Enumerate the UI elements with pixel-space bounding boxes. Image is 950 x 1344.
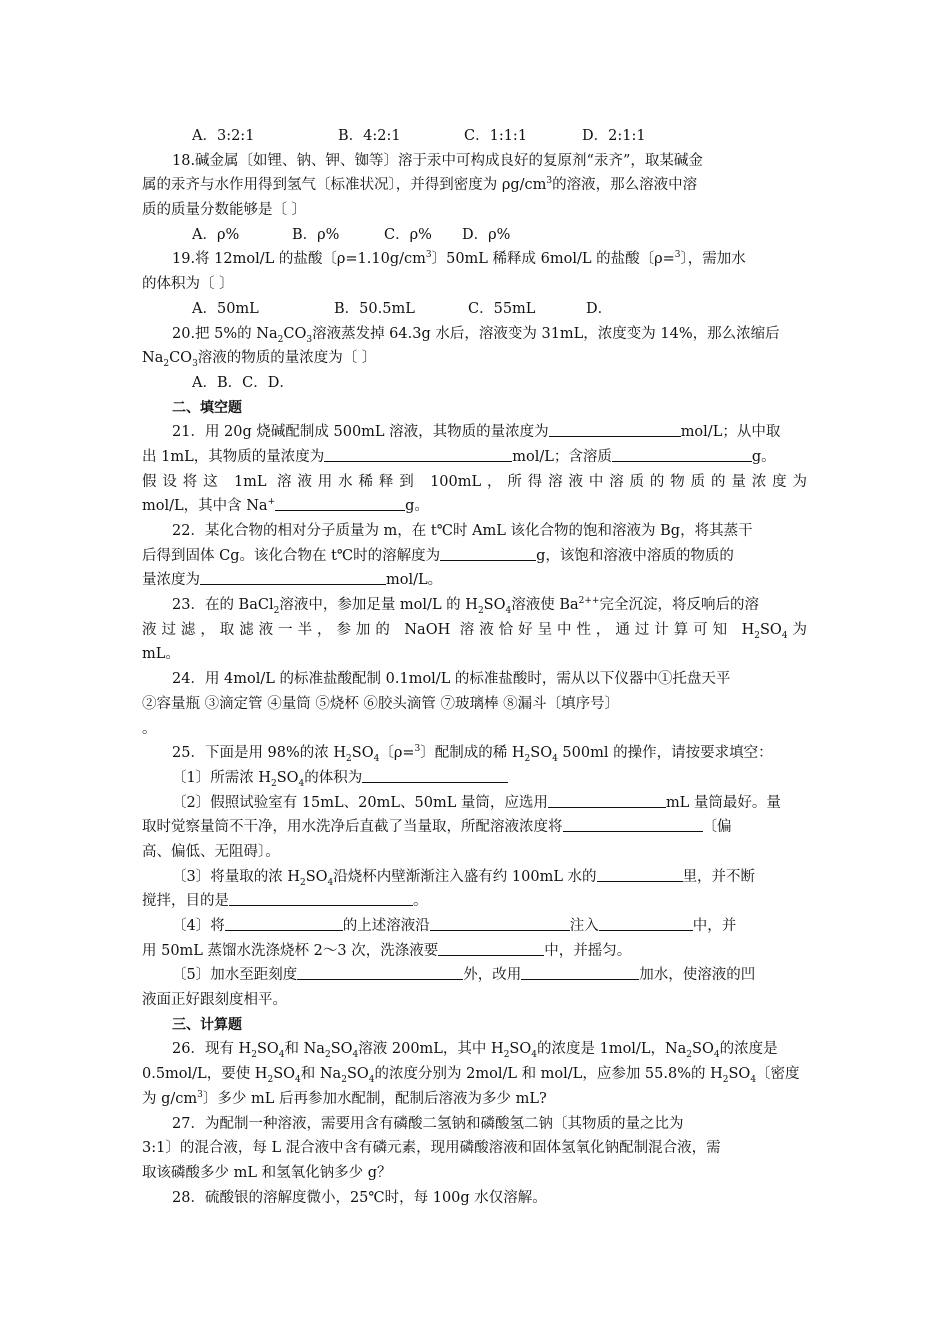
q20-line-1: 20.把 5%的 $Na_2CO_3$溶液蒸发掉 64.3g 水后，溶液变为 31mL，浓度变为 14%，那么浓缩后: [172, 325, 780, 345]
q19-line-2: 的体积为〔 〕: [142, 276, 234, 293]
q22-line-2: 后得到固体 Cg。该化合物在 t℃时的溶解度为 g，该饱和溶液中溶质的物质的: [142, 544, 807, 569]
section-heading-calculation: 三、计算题: [172, 1016, 242, 1033]
q26-line-2: 0.5mol/L，要使 $H_2SO_4$和 $Na_2SO_4$的浓度分别为 2mol/L 和 mol/L，应参加 55.8%的 $H_2SO_4$〔密度: [142, 1066, 800, 1086]
q27-line-2: 3:1〕的混合液，每 L 混合液中含有磷元素，现用磷酸溶液和固体氢氧化钠配制混合液，需: [142, 1140, 721, 1157]
q25-blank-2[interactable]: [548, 792, 666, 808]
q18-option-d: D．ρ%: [462, 226, 511, 243]
q21-blank-3[interactable]: [612, 446, 752, 462]
q21-blank-1[interactable]: [549, 421, 681, 437]
q22-blank-2[interactable]: [200, 569, 386, 585]
q25-step-4-line-1: 〔4〕将 的上述溶液沿 注入 中，并: [142, 914, 807, 939]
q26-line-3: 为 $g/cm^3$〕多少 mL 后再参加水配制，配制后溶液为多少 mL?: [142, 1089, 547, 1107]
section-heading-fill-in: 二、填空题: [172, 399, 242, 416]
q25-step-5-line-2: 液面正好跟刻度相平。: [142, 992, 287, 1009]
q25-step-2-line-2: 取时觉察量筒不干净，用水洗净后直截了当量取，所配溶液浓度将 〔偏: [142, 815, 807, 840]
q25-step-2-line-1: 〔2〕假照试验室有 15mL、20mL、50mL 量筒，应选用 mL 量筒最好。量: [142, 791, 807, 816]
q22-line-1: 22．某化合物的相对分子质量为 m，在 t℃时 AmL 该化合物的饱和溶液为 Bg，将其蒸干: [172, 523, 753, 539]
q18-option-c: C．ρ%: [384, 226, 432, 243]
q25-blank-6[interactable]: [225, 915, 343, 931]
q23-line-3: mL。: [142, 646, 180, 663]
q28-line-1: 28．硫酸银的溶解度微小，25℃时，每 100g 水仅溶解。: [172, 1189, 547, 1206]
q26-line-1: 26．现有 $H_2SO_4$和 $Na_2SO_4$溶液 200mL，其中 $H_2SO_4$的浓度是 1mol/L，$Na_2SO_4$的浓度是: [172, 1041, 778, 1061]
q18-line-2: 属的汞齐与水作用得到氢气〔标准状况〕，并得到密度为 $\rho g/cm^3$的溶液，那么溶液中溶: [142, 176, 698, 194]
q18-line-3: 质的质量分数能够是〔 〕: [142, 202, 307, 219]
q20-line-2: $Na_2CO_3$溶液的物质的量浓度为〔 〕: [142, 350, 377, 370]
q25-blank-10[interactable]: [297, 964, 463, 980]
q17-option-d: D．2:1:1: [582, 128, 646, 144]
q25-blank-11[interactable]: [521, 964, 639, 980]
q27-line-1: 27．为配制一种溶液，需要用含有磷酸二氢钠和磷酸氢二钠〔其物质的量之比为: [172, 1115, 684, 1132]
q25-step-2-line-3: 高、偏低、无阻碍〕。: [142, 843, 280, 860]
q19-options: [142, 297, 807, 322]
q18-option-a: A．ρ%: [192, 226, 240, 243]
q18-line-1: 18.碱金属〔如锂、钠、钾、铷等〕溶于汞中可构成良好的复原剂“汞齐”，取某碱金: [172, 152, 703, 169]
q21-line-3: 假设将这 1mL 溶液用水稀释到 100mL，所得溶液中溶质的物质的量浓度为: [142, 473, 807, 490]
q25-step-1: 〔1〕所需浓 $H_2SO_4$的体积为: [142, 766, 807, 791]
q25-step-4-line-2: 用 50mL 蒸馏水洗涤烧杯 2～3 次，洗涤液要 中，并摇匀。: [142, 939, 807, 964]
q24-line-2: ②容量瓶 ③滴定管 ④量筒 ⑤烧杯 ⑥胶头滴管 ⑦玻璃棒 ⑧漏斗〔填序号〕: [142, 695, 620, 712]
q17-options: [142, 124, 807, 149]
q23-line-2: 液过滤，取滤液一半，参加的 NaOH 溶液恰好呈中性，通过计算可知 $H_2SO_4$为: [142, 621, 807, 641]
q25-blank-9[interactable]: [438, 940, 544, 956]
q27-line-3: 取该磷酸多少 mL 和氢氧化钠多少 g？: [142, 1164, 392, 1181]
q24-line-3: 。: [142, 720, 157, 737]
q21-blank-2[interactable]: [324, 446, 512, 462]
q25-step-5-line-1: 〔5〕加水至距刻度 外，改用 加水，使溶液的凹: [142, 963, 807, 988]
q19-option-d: D．: [586, 300, 613, 317]
q19-option-c: C．55mL: [468, 300, 536, 317]
q25-step-3-line-2: 搅拌，目的是 。: [142, 889, 807, 914]
q18-options: [142, 223, 807, 248]
q25-blank-5[interactable]: [229, 890, 413, 906]
q19-option-a: A．50mL: [192, 300, 259, 317]
q25-blank-8[interactable]: [599, 915, 693, 931]
q25-line-0: 25．下面是用 98%的浓 $H_2SO_4$〔ρ=$^3$〕配制成的稀 $H_2SO_4$ 500ml 的操作，请按要求填空：: [172, 744, 773, 765]
q21-line-1: 21．用 20g 烧碱配制成 500mL 溶液，其物质的量浓度为 mol/L；从中取: [142, 420, 807, 445]
q18-option-b: B．ρ%: [292, 226, 340, 243]
q19-option-b: B．50.5mL: [334, 300, 415, 317]
q22-line-3: 量浓度为 mol/L。: [142, 568, 807, 593]
q23-line-1: 23．在的 BaCl$_2$溶液中，参加足量 mol/L 的 $H_2SO_4$溶液使 $Ba^{2++}$完全沉淀，将反响后的溶: [172, 596, 759, 616]
q24-line-1: 24．用 4mol/L 的标准盐酸配制 0.1mol/L 的标准盐酸时，需从以下仪器中①托盘天平: [172, 671, 731, 688]
q19-line-1: 19.将 12mol/L 的盐酸〔$\rho=1.10g/cm^3$〕50mL 稀释成 6mol/L 的盐酸〔ρ=$^3$〕，需加水: [172, 250, 746, 268]
q21-line-4: mol/L，其中含 Na+ g。: [142, 494, 807, 519]
q25-blank-4[interactable]: [597, 866, 683, 882]
q21-blank-4[interactable]: [275, 495, 405, 511]
q21-line-2: 出 1mL，其物质的量浓度为 mol/L；含溶质 g。: [142, 445, 807, 470]
q25-blank-7[interactable]: [430, 915, 570, 931]
q25-step-3-line-1: 〔3〕将量取的浓 $H_2SO_4$沿烧杯内壁渐渐注入盛有约 100mL 水的 里，并不断: [142, 865, 807, 890]
q20-options: A．B．C．D．: [192, 374, 294, 391]
q17-option-c: C．1:1:1: [464, 128, 528, 144]
q25-blank-1[interactable]: [362, 767, 508, 783]
q25-blank-3[interactable]: [563, 816, 703, 832]
q17-option-a: A．3:2:1: [192, 128, 255, 144]
q17-option-b: B．4:2:1: [338, 128, 401, 144]
q22-blank-1[interactable]: [440, 545, 536, 561]
exam-page: [142, 124, 807, 1210]
